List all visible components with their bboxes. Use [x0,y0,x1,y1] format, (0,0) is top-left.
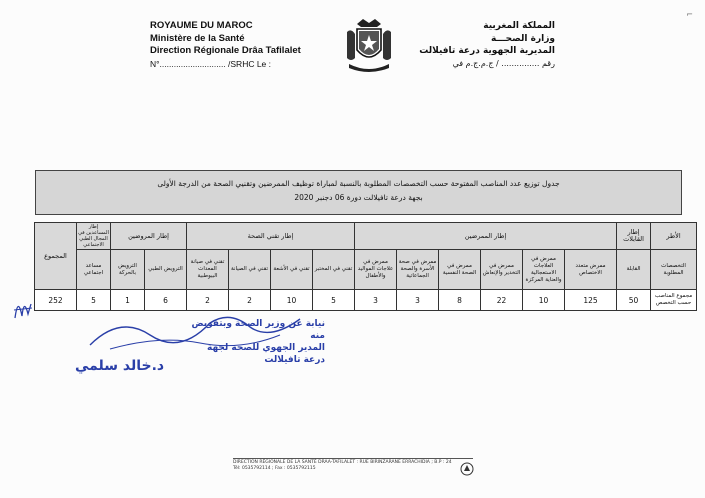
stamp-line1: نيابة عن وزير الصحة وبتفويض منه [191,319,325,341]
sub-lab: تقني في المختبر [313,250,355,290]
sub-psychomotor: الترويض بالحركة [111,250,145,290]
group-health-tech: إطار تقني الصحة [187,223,355,250]
footer-divider [233,458,473,459]
signer-name: د.خالد سلمي [75,358,165,374]
sub-radiology: تقني في الأشعة [271,250,313,290]
cell-physio: 6 [145,290,187,311]
sub-psych: ممرض في الصحة النفسية [439,250,481,290]
header-left [150,20,301,70]
table-title-box [35,170,682,215]
header-right-reference: رقم ............... / ج.م.ج.م في [452,58,555,68]
footer-address: DIRECTION RÉGIONALE DE LA SANTÉ DRAA-TAFILALET : RUE BIRINZARANE ERRACHIDIA ; B.P : 24 [233,460,452,465]
cell-anesthesia: 22 [481,290,523,311]
sub-physio: الترويض الطبي [145,250,187,290]
margin-initials-icon [12,292,34,322]
table-group-header-row [35,223,697,250]
cell-lab: 5 [313,290,355,311]
cell-social-assistant: 5 [77,290,111,311]
sub-midwife: القابلة [617,250,651,290]
header-left-kingdom: ROYAUME DU MAROC [150,20,253,31]
official-stamp [185,318,325,366]
sub-neonatal: ممرض في علاجات المواليد والأطفال [355,250,397,290]
header-left-reference: N°............................ /SRHC Le : [150,58,272,69]
cell-psych: 8 [439,290,481,311]
cell-hospital-eng: 2 [187,290,229,311]
sub-social-assistant: مساعد اجتماعي [77,250,111,290]
sub-emergency: ممرض في العلاجات الاستعجالية والعناية المركزة [523,250,565,290]
table-title-line2: بجهة درعة تافيلالت دورة 06 دجنبر 2020 [294,193,423,202]
sub-community: ممرض في صحة الأسرة والصحة الجماعاتية [397,250,439,290]
cell-emergency: 10 [523,290,565,311]
header-right-direction: المديرية الجهوية درعة تافيلالت [419,46,555,56]
group-corner: الأطر [651,223,697,250]
page-corner-mark: ⌐ [686,10,693,19]
sub-maintenance: تقني في الصيانة [229,250,271,290]
header-right-ministry: وزارة الصحـــة [491,33,555,44]
cell-community: 3 [397,290,439,311]
header-left-direction: Direction Régionale Drâa Tafilalet [150,45,301,56]
cell-polyvalent: 125 [565,290,617,311]
cell-maintenance: 2 [229,290,271,311]
moroccan-coat-of-arms-icon [343,18,395,76]
group-total: المجموع [35,223,77,290]
cell-total: 252 [35,290,77,311]
sub-polyvalent: ممرض متعدد الاختصاص [565,250,617,290]
sub-hospital-eng: تقني في صيانة المعدات البيوطبية [187,250,229,290]
footer-contact: Tél: 0535792114 ; Fax : 0535792115 [233,466,316,471]
group-social: إطار المساعدين في المجال الطبي الاجتماعي [78,224,109,248]
table-title-line1: جدول توزيع عدد المناصب المفتوحة حسب التخصصات المطلوبة بالنسبة لمباراة توظيف الممرضين وتقنيي الصحة من الدرجة الأولى [157,179,560,188]
sub-specialties: التخصصات المطلوبة [651,250,697,290]
header-right [419,20,555,70]
cell-neonatal: 3 [355,290,397,311]
cell-psychomotor: 1 [111,290,145,311]
footer-emblem-icon [460,462,474,476]
stamp-line2: المدير الجهوي للصحة لجهة درعة تافيلالت [207,343,325,365]
header-left-ministry: Ministère de la Santé [150,32,245,44]
positions-table [34,222,697,311]
row-label: مجموع المناصب حسب التخصص [651,290,697,311]
sub-anesthesia: ممرض في التخدير والإنعاش [481,250,523,290]
group-nurses: إطار الممرضين [355,223,617,250]
table-subheader-row [35,250,697,290]
footer [233,460,483,472]
header-right-kingdom: المملكة المغربية [483,21,555,31]
group-rehab: إطار المروضين [111,223,187,250]
cell-radiology: 10 [271,290,313,311]
group-midwives: إطار القابلات [617,223,651,250]
cell-midwife: 50 [617,290,651,311]
